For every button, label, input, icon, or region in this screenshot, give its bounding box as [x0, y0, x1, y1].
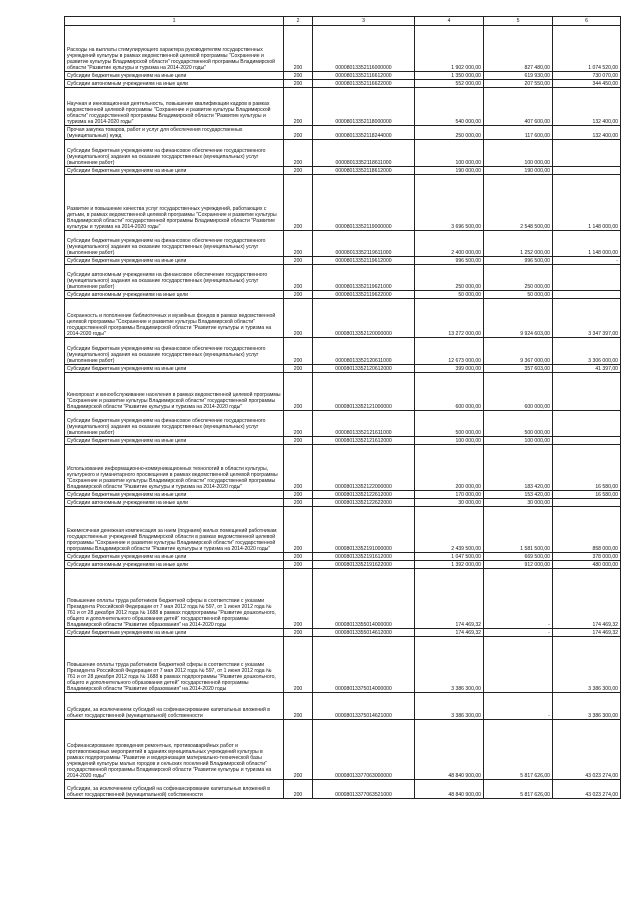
row-executed-cell: 117 600,00 [484, 126, 553, 140]
row-assigned-cell: 174 469,32 [415, 629, 484, 637]
table-row [65, 445, 621, 491]
row-assigned-cell: 552 000,00 [415, 80, 484, 88]
table-row [65, 437, 621, 445]
row-assigned-cell: 2 439 500,00 [415, 507, 484, 553]
budget-execution-table [64, 16, 621, 799]
row-code-cell: 00008013352118244000 [313, 126, 415, 140]
row-assigned-cell: 3 386 300,00 [415, 693, 484, 720]
row-assigned-cell: 174 469,32 [415, 569, 484, 629]
row-executed-cell: 5 817 626,00 [484, 780, 553, 799]
row-code-cell: 00008013352122622000 [313, 499, 415, 507]
row-unexecuted-cell: 174 469,32 [553, 569, 621, 629]
row-executed-cell: 407 600,00 [484, 88, 553, 126]
row-code-cell: 00008013352191000000 [313, 507, 415, 553]
row-executed-cell: 50 000,00 [484, 291, 553, 299]
row-grbs-cell: 200 [284, 445, 313, 491]
row-unexecuted-cell: 3 347 397,00 [553, 299, 621, 338]
row-grbs-cell: 200 [284, 291, 313, 299]
row-executed-cell: 9 924 603,00 [484, 299, 553, 338]
row-code-cell: 00008013352118611000 [313, 140, 415, 167]
row-assigned-cell: 100 000,00 [415, 437, 484, 445]
row-grbs-cell: 200 [284, 231, 313, 257]
row-unexecuted-cell: 730 070,00 [553, 72, 621, 80]
row-executed-cell: 600 000,00 [484, 373, 553, 411]
column-header: 2 [284, 17, 313, 26]
table-row [65, 693, 621, 720]
column-header: 4 [415, 17, 484, 26]
row-name-cell: Субсидии бюджетным учреждениям на иные цели [65, 72, 284, 80]
row-assigned-cell: 200 000,00 [415, 445, 484, 491]
row-assigned-cell: 48 840 900,00 [415, 780, 484, 799]
row-name-cell: Субсидии автономным учреждениям на иные цели [65, 499, 284, 507]
row-name-cell: Субсидии бюджетным учреждениям на финансовое обеспечение государственного (муниципального) задания на оказание государственных (муниципальных) услуг (выполнение работ) [65, 140, 284, 167]
table-row [65, 637, 621, 693]
table-row [65, 569, 621, 629]
table-row [65, 291, 621, 299]
row-name-cell: Субсидии бюджетным учреждениям на иные цели [65, 167, 284, 175]
row-unexecuted-cell: 16 580,00 [553, 445, 621, 491]
row-executed-cell: 100 000,00 [484, 140, 553, 167]
row-unexecuted-cell [553, 167, 621, 175]
row-assigned-cell: 399 000,00 [415, 365, 484, 373]
row-grbs-cell: 200 [284, 365, 313, 373]
row-code-cell: 00008013352119611000 [313, 231, 415, 257]
row-executed-cell: 30 000,00 [484, 499, 553, 507]
row-assigned-cell: 50 000,00 [415, 291, 484, 299]
row-unexecuted-cell [553, 411, 621, 437]
row-assigned-cell: 48 840 900,00 [415, 720, 484, 780]
row-name-cell: Развитие и повышение качества услуг государственных учреждений, работающих с детьми, в рамках ведомственной целевой программы "Сохранение и развитие культуры Владимирской области" государственной программы Владимирской области "Развитие культуры и туризма на 2014-2020 годы" [65, 175, 284, 231]
row-grbs-cell: 200 [284, 140, 313, 167]
table-row [65, 167, 621, 175]
table-row [65, 72, 621, 80]
row-grbs-cell: 200 [284, 167, 313, 175]
column-header: 1 [65, 17, 284, 26]
row-grbs-cell: 200 [284, 175, 313, 231]
row-assigned-cell: 996 500,00 [415, 257, 484, 265]
row-code-cell: 00008013352116612000 [313, 72, 415, 80]
row-assigned-cell: 1 902 000,00 [415, 26, 484, 72]
row-executed-cell: - [484, 629, 553, 637]
row-unexecuted-cell: 1 148 000,00 [553, 231, 621, 257]
row-name-cell: Кинопрокат и кинообслуживание населения в рамках ведомственной целевой программы "Сохранение и развитие культуры Владимирской области" государственной программы Владимирской области "Развитие культуры и туризма на 2014-2020 годы" [65, 373, 284, 411]
row-grbs-cell: 200 [284, 80, 313, 88]
row-grbs-cell: 200 [284, 553, 313, 561]
row-grbs-cell: 200 [284, 499, 313, 507]
row-code-cell: 00008013352121611000 [313, 411, 415, 437]
row-name-cell: Субсидии бюджетным учреждениям на финансовое обеспечение государственного (муниципального) задания на оказание государственных (муниципальных) услуг (выполнение работ) [65, 411, 284, 437]
table-row [65, 126, 621, 140]
row-code-cell: 00008013355014612000 [313, 629, 415, 637]
row-name-cell: Субсидии бюджетным учреждениям на иные цели [65, 553, 284, 561]
row-grbs-cell: 200 [284, 491, 313, 499]
table-row [65, 26, 621, 72]
row-code-cell: 00008013352120612000 [313, 365, 415, 373]
row-code-cell: 00008013375014000000 [313, 637, 415, 693]
row-executed-cell: 500 000,00 [484, 411, 553, 437]
row-unexecuted-cell: 43 023 274,00 [553, 780, 621, 799]
row-grbs-cell: 200 [284, 507, 313, 553]
row-unexecuted-cell [553, 373, 621, 411]
row-assigned-cell: 250 000,00 [415, 265, 484, 291]
row-executed-cell: 669 500,00 [484, 553, 553, 561]
row-code-cell: 00008013352119000000 [313, 175, 415, 231]
row-name-cell: Субсидии бюджетным учреждениям на финансовое обеспечение государственного (муниципального) задания на оказание государственных (муниципальных) услуг (выполнение работ) [65, 338, 284, 365]
row-grbs-cell: 200 [284, 411, 313, 437]
row-unexecuted-cell: - [553, 257, 621, 265]
row-unexecuted-cell: 3 386 300,00 [553, 693, 621, 720]
row-name-cell: Повышение оплаты труда работников бюджетной сферы в соответствии с указами Президента Российской Федерации от 7 мая 2012 года № 597, от 1 июня 2012 года № 761 и от 28 декабря 2012 года № 1688 в рамках подпрограммы "Развитие дошкольного, общего и дополнительного образования детей" государственной программы Владимирской области "Развитие образования" на 2014-2020 годы [65, 637, 284, 693]
row-name-cell: Субсидии, за исключением субсидий на софинансирование капитальных вложений в объект государственной (муниципальной) собственности [65, 780, 284, 799]
row-grbs-cell: 200 [284, 265, 313, 291]
column-header: 6 [553, 17, 621, 26]
table-row [65, 629, 621, 637]
row-code-cell: 00008013352116622000 [313, 80, 415, 88]
row-assigned-cell: 190 000,00 [415, 167, 484, 175]
table-row [65, 553, 621, 561]
row-executed-cell: 5 817 626,00 [484, 720, 553, 780]
row-name-cell: Использование информационно-коммуникационных технологий в области культуры, культурного и гуманитарного просвещения в рамках ведомственной целевой программы "Сохранение и развитие культуры Владимирской области" государственной программы Владимирской области "Развитие культуры и туризма на 2014-2020 годы" [65, 445, 284, 491]
row-name-cell: Субсидии автономным учреждениям на иные цели [65, 561, 284, 569]
row-grbs-cell: 200 [284, 88, 313, 126]
row-executed-cell: 100 000,00 [484, 437, 553, 445]
row-grbs-cell: 200 [284, 693, 313, 720]
row-name-cell: Субсидии бюджетным учреждениям на иные цели [65, 257, 284, 265]
row-executed-cell: 2 548 500,00 [484, 175, 553, 231]
table-row [65, 140, 621, 167]
row-name-cell: Повышение оплаты труда работников бюджетной сферы в соответствии с указами Президента Российской Федерации от 7 мая 2012 года № 597, от 1 июня 2012 года № 761 и от 28 декабря 2012 года № 1688 в рамках подпрограммы "Развитие дошкольного, общего и дополнительного образования детей" государственной программы Владимирской области "Развитие образования" на 2014-2020 годы [65, 569, 284, 629]
row-assigned-cell: 30 000,00 [415, 499, 484, 507]
row-grbs-cell: 200 [284, 338, 313, 365]
row-grbs-cell: 200 [284, 257, 313, 265]
row-executed-cell: 153 420,00 [484, 491, 553, 499]
row-name-cell: Субсидии, за исключением субсидий на софинансирование капитальных вложений в объект государственной (муниципальной) собственности [65, 693, 284, 720]
row-assigned-cell: 600 000,00 [415, 373, 484, 411]
row-name-cell: Субсидии автономным учреждениям на финансовое обеспечение государственного (муниципального) задания на оказание государственных (муниципальных) услуг (выполнение работ) [65, 265, 284, 291]
row-executed-cell: 619 930,00 [484, 72, 553, 80]
row-grbs-cell: 200 [284, 373, 313, 411]
row-code-cell: 00008013352121612000 [313, 437, 415, 445]
row-assigned-cell: 250 000,00 [415, 126, 484, 140]
row-assigned-cell: 1 392 000,00 [415, 561, 484, 569]
row-grbs-cell: 200 [284, 561, 313, 569]
row-code-cell: 00008013377063000000 [313, 720, 415, 780]
row-unexecuted-cell: 43 023 274,00 [553, 720, 621, 780]
table-row [65, 373, 621, 411]
row-unexecuted-cell: 480 000,00 [553, 561, 621, 569]
row-executed-cell: 207 550,00 [484, 80, 553, 88]
row-assigned-cell: 1 047 500,00 [415, 553, 484, 561]
row-code-cell: 00008013352121000000 [313, 373, 415, 411]
row-unexecuted-cell: 378 000,00 [553, 553, 621, 561]
row-executed-cell: - [484, 693, 553, 720]
row-code-cell: 00008013377063521000 [313, 780, 415, 799]
column-header: 3 [313, 17, 415, 26]
row-grbs-cell: 200 [284, 26, 313, 72]
table-row [65, 411, 621, 437]
row-executed-cell: 996 500,00 [484, 257, 553, 265]
table-row [65, 561, 621, 569]
row-executed-cell: 190 000,00 [484, 167, 553, 175]
row-name-cell: Софинансирование проведения ремонтных, противоаварийных работ и противопожарных мероприятий в зданиях муниципальных учреждений культуры в рамках подпрограммы "Развитие и модернизация материально-технической базы учреждений культуры малых городов и сельских поселений Владимирской области" государственной программы Владимирской области "Развитие культуры и туризма на 2014-2020 годы" [65, 720, 284, 780]
row-code-cell: 00008013352122612000 [313, 491, 415, 499]
row-code-cell: 00008013352119612000 [313, 257, 415, 265]
row-code-cell: 00008013352119621000 [313, 265, 415, 291]
row-executed-cell: 183 420,00 [484, 445, 553, 491]
row-unexecuted-cell: 16 580,00 [553, 491, 621, 499]
row-code-cell: 00008013355014000000 [313, 569, 415, 629]
row-code-cell: 00008013352191612000 [313, 553, 415, 561]
table-row [65, 231, 621, 257]
row-assigned-cell: 12 673 000,00 [415, 338, 484, 365]
row-executed-cell: 1 581 500,00 [484, 507, 553, 553]
row-unexecuted-cell: 132 400,00 [553, 126, 621, 140]
row-grbs-cell: 200 [284, 637, 313, 693]
row-grbs-cell: 200 [284, 720, 313, 780]
row-unexecuted-cell [553, 499, 621, 507]
table-row [65, 88, 621, 126]
row-unexecuted-cell [553, 265, 621, 291]
row-grbs-cell: 200 [284, 72, 313, 80]
row-code-cell: 00008013352122000000 [313, 445, 415, 491]
row-code-cell: 00008013375014621000 [313, 693, 415, 720]
row-name-cell: Субсидии бюджетным учреждениям на иные цели [65, 491, 284, 499]
row-grbs-cell: 200 [284, 780, 313, 799]
row-assigned-cell: 500 000,00 [415, 411, 484, 437]
row-unexecuted-cell: 3 386 300,00 [553, 637, 621, 693]
row-assigned-cell: 1 350 000,00 [415, 72, 484, 80]
row-unexecuted-cell [553, 291, 621, 299]
row-unexecuted-cell: 1 148 000,00 [553, 175, 621, 231]
table-row [65, 338, 621, 365]
row-name-cell: Научная и инновационная деятельность, повышение квалификации кадров в рамках ведомственной целевой программы "Сохранение и развитие культуры Владимирской области" государственной программы Владимирской области "Развитие культуры и туризма на 2014-2020 годы" [65, 88, 284, 126]
row-unexecuted-cell: 132 400,00 [553, 88, 621, 126]
table-row [65, 491, 621, 499]
row-executed-cell: 357 603,00 [484, 365, 553, 373]
row-executed-cell: 9 367 000,00 [484, 338, 553, 365]
row-unexecuted-cell [553, 140, 621, 167]
row-assigned-cell: 170 000,00 [415, 491, 484, 499]
row-code-cell: 00008013352120000000 [313, 299, 415, 338]
row-code-cell: 00008013352120611000 [313, 338, 415, 365]
row-code-cell: 00008013352191622000 [313, 561, 415, 569]
row-unexecuted-cell: 3 306 000,00 [553, 338, 621, 365]
row-code-cell: 00008013352119622000 [313, 291, 415, 299]
row-assigned-cell: 3 386 300,00 [415, 637, 484, 693]
row-unexecuted-cell: 344 450,00 [553, 80, 621, 88]
row-unexecuted-cell: 174 469,32 [553, 629, 621, 637]
table-row [65, 720, 621, 780]
table-row [65, 499, 621, 507]
table-row [65, 299, 621, 338]
row-name-cell: Прочая закупка товаров, работ и услуг для обеспечения государственных (муниципальных) нужд [65, 126, 284, 140]
row-name-cell: Субсидии автономным учреждениям на иные цели [65, 291, 284, 299]
row-name-cell: Ежемесячная денежная компенсация за наем (поднаем) жилых помещений работникам государственных учреждений Владимирской области в рамках ведомственной целевой программы "Сохранение и развитие культуры Владимирской области" государственной программы Владимирской области "Развитие культуры и туризма на 2014-2020 годы" [65, 507, 284, 553]
row-name-cell: Субсидии автономным учреждениям на иные цели [65, 80, 284, 88]
row-name-cell: Субсидии бюджетным учреждениям на иные цели [65, 629, 284, 637]
row-code-cell: 00008013352118612000 [313, 167, 415, 175]
row-executed-cell: 912 000,00 [484, 561, 553, 569]
row-unexecuted-cell: 858 000,00 [553, 507, 621, 553]
row-executed-cell: 827 480,00 [484, 26, 553, 72]
row-grbs-cell: 200 [284, 569, 313, 629]
column-number-row [65, 17, 621, 26]
row-grbs-cell: 200 [284, 629, 313, 637]
row-grbs-cell: 200 [284, 437, 313, 445]
row-name-cell: Субсидии бюджетным учреждениям на иные цели [65, 365, 284, 373]
row-executed-cell: 1 252 000,00 [484, 231, 553, 257]
row-name-cell: Субсидии бюджетным учреждениям на финансовое обеспечение государственного (муниципального) задания на оказание государственных (муниципальных) услуг (выполнение работ) [65, 231, 284, 257]
row-assigned-cell: 540 000,00 [415, 88, 484, 126]
row-name-cell: Субсидии бюджетным учреждениям на иные цели [65, 437, 284, 445]
row-unexecuted-cell: 41 397,00 [553, 365, 621, 373]
row-executed-cell [484, 637, 553, 693]
row-unexecuted-cell: 1 074 520,00 [553, 26, 621, 72]
table-row [65, 365, 621, 373]
row-assigned-cell: 100 000,00 [415, 140, 484, 167]
row-executed-cell: 250 000,00 [484, 265, 553, 291]
row-assigned-cell: 2 400 000,00 [415, 231, 484, 257]
table-row [65, 507, 621, 553]
table-row [65, 80, 621, 88]
row-name-cell: Расходы на выплаты стимулирующего характера руководителям государственных учреждений культуры в рамках ведомственной целевой программы "Сохранение и развитие культуры Владимирской области" государственной программы Владимирской области "Развитие культуры и туризма на 2014-2020 годы" [65, 26, 284, 72]
row-code-cell: 00008013352116000000 [313, 26, 415, 72]
row-assigned-cell: 13 272 000,00 [415, 299, 484, 338]
table-row [65, 265, 621, 291]
row-grbs-cell: 200 [284, 126, 313, 140]
row-name-cell: Сохранность и пополнение библиотечных и музейных фондов в рамках ведомственной целевой программы "Сохранение и развитие культуры Владимирской области" государственной программы Владимирской области "Развитие культуры и туризма на 2014-2020 годы" [65, 299, 284, 338]
table-row [65, 257, 621, 265]
row-code-cell: 00008013352118000000 [313, 88, 415, 126]
row-grbs-cell: 200 [284, 299, 313, 338]
row-unexecuted-cell [553, 437, 621, 445]
row-assigned-cell: 3 696 500,00 [415, 175, 484, 231]
column-header: 5 [484, 17, 553, 26]
table-row [65, 780, 621, 799]
row-executed-cell: - [484, 569, 553, 629]
table-row [65, 175, 621, 231]
